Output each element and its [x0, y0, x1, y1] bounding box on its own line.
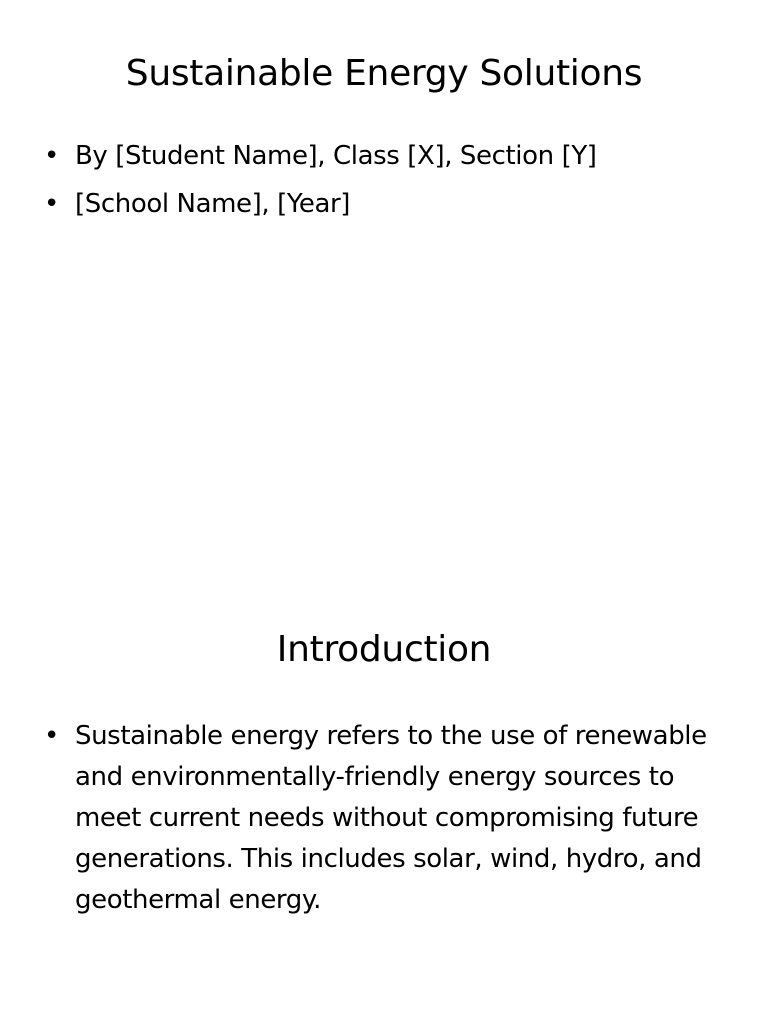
bullet-text: [School Name], [Year]: [75, 189, 351, 219]
bullet-text: By [Student Name], Class [X], Section [Y]: [75, 141, 597, 171]
bullet-item: [44, 716, 734, 921]
bullet-list: [44, 140, 734, 236]
bullet-text: Sustainable energy refers to the use of renewable and environmentally-friendly energy sources to meet current needs without compromising future generations. This includes solar, wind, hydro, and geothermal energy.: [75, 721, 707, 915]
bullet-item: [44, 140, 734, 172]
bullet-item: [44, 188, 734, 220]
bullet-dot-icon: •: [44, 141, 59, 171]
slide-title: Sustainable Energy Solutions: [125, 53, 643, 94]
bullet-list: [44, 716, 734, 921]
bullet-dot-icon: •: [44, 189, 59, 219]
bullet-dot-icon: •: [44, 721, 59, 751]
introduction-slide: [0, 576, 768, 1024]
slide-title: Introduction: [276, 629, 492, 670]
